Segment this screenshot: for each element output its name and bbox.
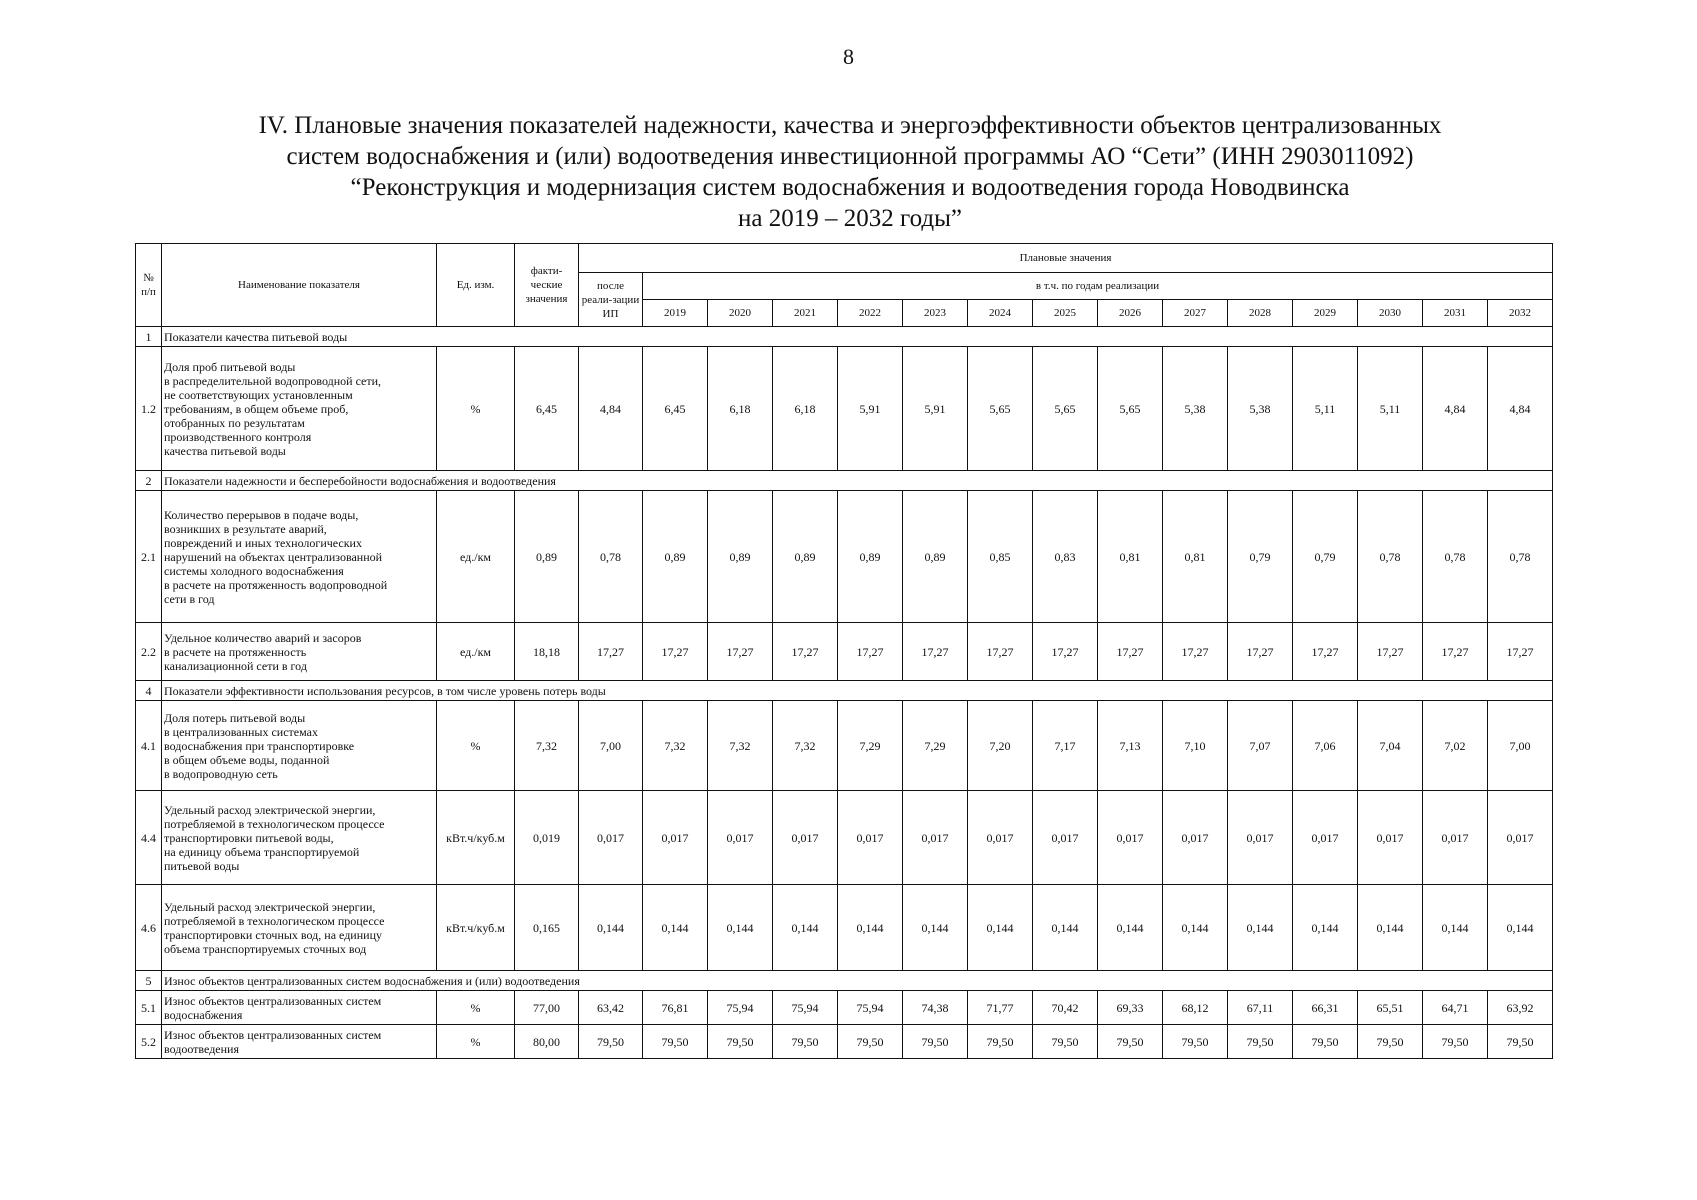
year-value: 0,017 (773, 791, 838, 885)
year-value: 66,31 (1293, 991, 1358, 1025)
section-title: Износ объектов централизованных систем водоснабжения и (или) водоотведения (162, 971, 1553, 991)
indicator-name-line: водоснабжения при транспортировке (164, 738, 355, 753)
year-value: 75,94 (708, 991, 773, 1025)
year-value: 7,32 (773, 701, 838, 791)
year-value: 17,27 (1033, 623, 1098, 681)
indicator-name-line: отобранных по результатам (164, 415, 305, 430)
year-value: 0,78 (1358, 491, 1423, 623)
indicator-name-line: питьевой воды (164, 858, 240, 873)
actual-value: 18,18 (515, 623, 579, 681)
page-number: 8 (843, 44, 854, 69)
year-value: 5,38 (1163, 347, 1228, 471)
year-value: 71,77 (968, 991, 1033, 1025)
indicator-name (162, 885, 437, 971)
indicator-name (162, 623, 437, 681)
year-value: 17,27 (1228, 623, 1293, 681)
document-title (150, 110, 1550, 234)
year-value: 17,27 (968, 623, 1033, 681)
indicator-name-line: потребляемой в технологическом процессе (164, 913, 385, 928)
unit-cell: % (437, 991, 515, 1025)
row-number: 4.1 (136, 701, 162, 791)
year-value: 0,017 (903, 791, 968, 885)
year-value: 75,94 (838, 991, 903, 1025)
table-row (136, 491, 1553, 623)
after-value: 79,50 (579, 1025, 643, 1059)
year-value: 17,27 (1488, 623, 1553, 681)
section-row (136, 681, 1553, 701)
indicator-name (162, 347, 437, 471)
year-value: 0,144 (1163, 885, 1228, 971)
year-value: 17,27 (1423, 623, 1488, 681)
after-value: 0,78 (579, 491, 643, 623)
section-row (136, 471, 1553, 491)
title-line: на 2019 – 2032 годы” (738, 205, 962, 232)
unit-cell: % (437, 347, 515, 471)
indicator-name-line: Количество перерывов в подаче воды, (164, 507, 359, 522)
indicator-name-line: водоотведения (164, 1041, 239, 1056)
header-unit: Ед. изм. (437, 244, 515, 327)
indicator-name (162, 1025, 437, 1059)
year-value: 17,27 (1098, 623, 1163, 681)
year-value: 0,79 (1293, 491, 1358, 623)
year-value: 0,144 (708, 885, 773, 971)
year-value: 63,92 (1488, 991, 1553, 1025)
header-no: № п/п (136, 244, 162, 327)
header-actual: факти-ческие значения (515, 244, 579, 327)
row-number: 2.1 (136, 491, 162, 623)
unit-cell: % (437, 1025, 515, 1059)
section-row (136, 971, 1553, 991)
year-value: 5,65 (1033, 347, 1098, 471)
year-value: 79,50 (643, 1025, 708, 1059)
header-year: 2023 (903, 300, 968, 327)
year-value: 0,017 (1098, 791, 1163, 885)
year-value: 17,27 (773, 623, 838, 681)
year-value: 0,144 (643, 885, 708, 971)
indicator-name-line: Доля проб питьевой воды (164, 359, 296, 374)
year-value: 0,144 (1488, 885, 1553, 971)
year-value: 5,11 (1293, 347, 1358, 471)
actual-value: 80,00 (515, 1025, 579, 1059)
year-value: 74,38 (903, 991, 968, 1025)
year-value: 5,65 (1098, 347, 1163, 471)
year-value: 0,78 (1423, 491, 1488, 623)
indicator-name-line: сети в год (164, 591, 215, 606)
year-value: 0,144 (1293, 885, 1358, 971)
year-value: 0,144 (1358, 885, 1423, 971)
actual-value: 6,45 (515, 347, 579, 471)
year-value: 5,38 (1228, 347, 1293, 471)
year-value: 0,79 (1228, 491, 1293, 623)
year-value: 5,91 (838, 347, 903, 471)
year-value: 4,84 (1423, 347, 1488, 471)
after-value: 17,27 (579, 623, 643, 681)
year-value: 79,50 (1033, 1025, 1098, 1059)
after-value: 0,017 (579, 791, 643, 885)
section-title: Показатели надежности и бесперебойности водоснабжения и водоотведения (162, 471, 1553, 491)
indicator-name-line: производственного контроля (164, 429, 312, 444)
year-value: 7,07 (1228, 701, 1293, 791)
header-year: 2030 (1358, 300, 1423, 327)
row-number: 4.4 (136, 791, 162, 885)
indicator-name-line: Удельный расход электрической энергии, (164, 899, 376, 914)
year-value: 17,27 (1358, 623, 1423, 681)
year-value: 0,017 (1423, 791, 1488, 885)
header-year: 2028 (1228, 300, 1293, 327)
actual-value: 0,165 (515, 885, 579, 971)
year-value: 0,017 (643, 791, 708, 885)
unit-cell: ед./км (437, 623, 515, 681)
year-value: 0,144 (1098, 885, 1163, 971)
year-value: 7,04 (1358, 701, 1423, 791)
year-value: 0,017 (968, 791, 1033, 885)
title-line: систем водоснабжения и (или) водоотведения инвестиционной программы АО “Сети” (ИНН 2903011092) (286, 143, 1414, 170)
title-line: “Реконструкция и модернизация систем водоснабжения и водоотведения города Новодвинска (350, 174, 1350, 201)
after-value: 63,42 (579, 991, 643, 1025)
year-value: 79,50 (1488, 1025, 1553, 1059)
indicator-name-line: в общем объеме воды, поданной (164, 752, 330, 767)
year-value: 0,81 (1163, 491, 1228, 623)
year-value: 6,18 (708, 347, 773, 471)
year-value: 7,29 (838, 701, 903, 791)
indicator-name-line: транспортировки сточных вод, на единицу (164, 927, 382, 942)
year-value: 5,65 (968, 347, 1033, 471)
indicator-name-line: водоснабжения (164, 1007, 243, 1022)
header-year: 2020 (708, 300, 773, 327)
year-value: 70,42 (1033, 991, 1098, 1025)
year-value: 7,02 (1423, 701, 1488, 791)
header-name: Наименование показателя (162, 244, 437, 327)
year-value: 0,017 (708, 791, 773, 885)
indicator-name-line: транспортировки питьевой воды, (164, 830, 334, 845)
year-value: 0,017 (1488, 791, 1553, 885)
year-value: 0,144 (968, 885, 1033, 971)
section-number: 2 (136, 471, 162, 491)
year-value: 0,144 (773, 885, 838, 971)
section-title: Показатели эффективности использования ресурсов, в том числе уровень потерь воды (162, 681, 1553, 701)
indicator-name-line: системы холодного водоснабжения (164, 563, 344, 578)
indicator-name-line: возникших в результате аварий, (164, 521, 327, 536)
section-title: Показатели качества питьевой воды (162, 327, 1553, 347)
year-value: 79,50 (708, 1025, 773, 1059)
indicator-name (162, 991, 437, 1025)
year-value: 65,51 (1358, 991, 1423, 1025)
indicator-name-line: качества питьевой воды (164, 443, 286, 458)
table-row (136, 991, 1553, 1025)
actual-value: 0,019 (515, 791, 579, 885)
year-value: 79,50 (1358, 1025, 1423, 1059)
year-value: 4,84 (1488, 347, 1553, 471)
year-value: 7,10 (1163, 701, 1228, 791)
year-value: 0,017 (1228, 791, 1293, 885)
year-value: 17,27 (838, 623, 903, 681)
year-value: 79,50 (773, 1025, 838, 1059)
year-value: 0,017 (838, 791, 903, 885)
header-year: 2024 (968, 300, 1033, 327)
year-value: 17,27 (903, 623, 968, 681)
table-row (136, 347, 1553, 471)
year-value: 79,50 (1423, 1025, 1488, 1059)
year-value: 17,27 (1293, 623, 1358, 681)
table-row (136, 791, 1553, 885)
year-value: 7,13 (1098, 701, 1163, 791)
table-row (136, 885, 1553, 971)
year-value: 79,50 (903, 1025, 968, 1059)
indicator-name-line: Износ объектов централизованных систем (164, 993, 382, 1008)
unit-cell: ед./км (437, 491, 515, 623)
after-value: 0,144 (579, 885, 643, 971)
actual-value: 7,32 (515, 701, 579, 791)
indicator-name-line: Доля потерь питьевой воды (164, 710, 306, 725)
year-value: 0,85 (968, 491, 1033, 623)
year-value: 7,00 (1488, 701, 1553, 791)
year-value: 79,50 (1228, 1025, 1293, 1059)
indicator-name-line: требованиям, в общем объеме проб, (164, 401, 349, 416)
year-value: 79,50 (1163, 1025, 1228, 1059)
table-row (136, 1025, 1553, 1059)
year-value: 7,17 (1033, 701, 1098, 791)
year-value: 76,81 (643, 991, 708, 1025)
year-value: 0,144 (1423, 885, 1488, 971)
table-row (136, 701, 1553, 791)
year-value: 17,27 (643, 623, 708, 681)
year-value: 79,50 (838, 1025, 903, 1059)
header-after: после реали-зации ИП (579, 273, 643, 327)
year-value: 7,06 (1293, 701, 1358, 791)
year-value: 17,27 (708, 623, 773, 681)
indicators-table (135, 243, 1553, 1059)
header-planned: Плановые значения (579, 244, 1553, 273)
actual-value: 0,89 (515, 491, 579, 623)
title-line: IV. Плановые значения показателей надежности, качества и энергоэффективности объектов централизованных (258, 112, 1442, 139)
unit-cell: кВт.ч/куб.м (437, 885, 515, 971)
year-value: 0,89 (903, 491, 968, 623)
year-value: 0,017 (1163, 791, 1228, 885)
year-value: 7,20 (968, 701, 1033, 791)
year-value: 0,017 (1293, 791, 1358, 885)
indicator-name (162, 491, 437, 623)
row-number: 2.2 (136, 623, 162, 681)
year-value: 79,50 (1293, 1025, 1358, 1059)
indicator-name-line: канализационной сети в год (164, 658, 307, 673)
year-value: 17,27 (1163, 623, 1228, 681)
section-number: 5 (136, 971, 162, 991)
year-value: 5,91 (903, 347, 968, 471)
indicator-name-line: в централизованных системах (164, 724, 318, 739)
actual-value: 77,00 (515, 991, 579, 1025)
indicator-name-line: Износ объектов централизованных систем (164, 1027, 382, 1042)
header-year: 2026 (1098, 300, 1163, 327)
indicator-name-line: потребляемой в технологическом процессе (164, 816, 385, 831)
header-year: 2022 (838, 300, 903, 327)
header-year: 2032 (1488, 300, 1553, 327)
row-number: 5.2 (136, 1025, 162, 1059)
unit-cell: % (437, 701, 515, 791)
indicator-name-line: на единицу объема транспортируемой (164, 844, 360, 859)
year-value: 0,81 (1098, 491, 1163, 623)
indicator-name-line: в водопроводную сеть (164, 766, 278, 781)
year-value: 0,144 (838, 885, 903, 971)
year-value: 0,89 (643, 491, 708, 623)
year-value: 0,89 (838, 491, 903, 623)
year-value: 0,78 (1488, 491, 1553, 623)
indicator-name-line: в распределительной водопроводной сети, (164, 373, 382, 388)
row-number: 5.1 (136, 991, 162, 1025)
year-value: 0,144 (1033, 885, 1098, 971)
year-value: 64,71 (1423, 991, 1488, 1025)
year-value: 75,94 (773, 991, 838, 1025)
table-row (136, 623, 1553, 681)
after-value: 7,00 (579, 701, 643, 791)
indicator-name-line: нарушений на объектах централизованной (164, 549, 383, 564)
year-value: 5,11 (1358, 347, 1423, 471)
year-value: 79,50 (1098, 1025, 1163, 1059)
year-value: 69,33 (1098, 991, 1163, 1025)
unit-cell: кВт.ч/куб.м (437, 791, 515, 885)
row-number: 4.6 (136, 885, 162, 971)
header-year: 2021 (773, 300, 838, 327)
year-value: 67,11 (1228, 991, 1293, 1025)
year-value: 7,32 (643, 701, 708, 791)
indicator-name-line: Удельный расход электрической энергии, (164, 802, 376, 817)
after-value: 4,84 (579, 347, 643, 471)
header-year: 2025 (1033, 300, 1098, 327)
indicator-name-line: Удельное количество аварий и засоров (164, 630, 362, 645)
year-value: 0,89 (773, 491, 838, 623)
indicator-name (162, 701, 437, 791)
header-by-years: в т.ч. по годам реализации (643, 273, 1553, 300)
year-value: 0,017 (1033, 791, 1098, 885)
header-year: 2029 (1293, 300, 1358, 327)
year-value: 0,144 (903, 885, 968, 971)
year-value: 7,29 (903, 701, 968, 791)
year-value: 0,83 (1033, 491, 1098, 623)
year-value: 0,144 (1228, 885, 1293, 971)
year-value: 6,18 (773, 347, 838, 471)
indicator-name-line: в расчете на протяженность (164, 644, 307, 659)
year-value: 7,32 (708, 701, 773, 791)
header-year: 2031 (1423, 300, 1488, 327)
indicator-name-line: объема транспортируемых сточных вод (164, 941, 367, 956)
indicator-name-line: не соответствующих установленным (164, 387, 353, 402)
section-number: 1 (136, 327, 162, 347)
year-value: 6,45 (643, 347, 708, 471)
header-year: 2019 (643, 300, 708, 327)
indicator-name-line: повреждений и иных технологических (164, 535, 362, 550)
indicator-name (162, 791, 437, 885)
year-value: 0,89 (708, 491, 773, 623)
year-value: 68,12 (1163, 991, 1228, 1025)
year-value: 79,50 (968, 1025, 1033, 1059)
section-row (136, 327, 1553, 347)
year-value: 0,017 (1358, 791, 1423, 885)
row-number: 1.2 (136, 347, 162, 471)
indicator-name-line: в расчете на протяженность водопроводной (164, 577, 388, 592)
header-year: 2027 (1163, 300, 1228, 327)
section-number: 4 (136, 681, 162, 701)
